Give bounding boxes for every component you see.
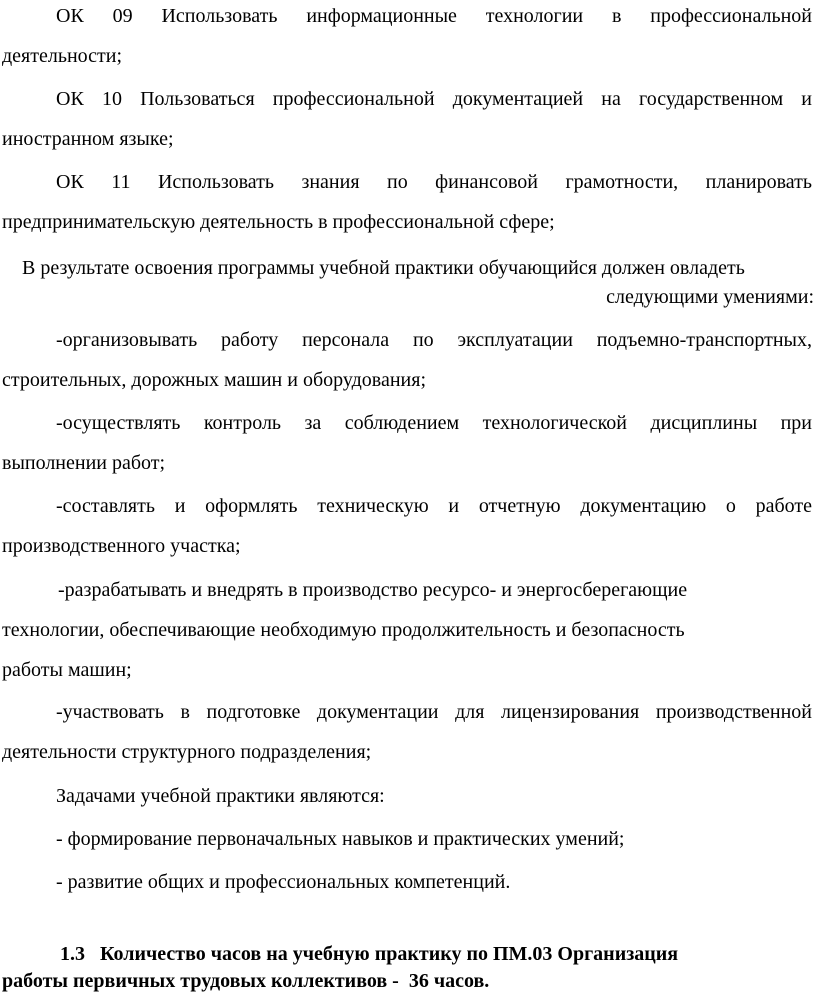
ok10-line-2: иностранном языке; [2,128,174,150]
skill-4-line-2: технологии, обеспечивающие необходимую продолжительность и безопасность [2,619,685,641]
task-1: - формирование первоначальных навыков и практических умений; [56,828,625,850]
skill-2-line-2: выполнении работ; [2,452,166,474]
result-line-1: В результате освоения программы учебной практики обучающийся должен овладеть [22,257,745,279]
skill-3-line-2: производственного участка; [2,535,241,557]
result-line-2: следующими умениями: [606,286,814,308]
ok09-line-1: ОК 09 Использовать информационные технологии в профессиональной [56,5,812,27]
skill-3-line-1: -составлять и оформлять техническую и отчетную документацию о работе [56,495,812,517]
skill-4-line-1: -разрабатывать и внедрять в производство ресурсо- и энергосберегающие [58,579,688,601]
tasks-heading: Задачами учебной практики являются: [56,785,385,807]
section-heading-line-2: работы первичных трудовых коллективов - 36 часов. [2,970,490,992]
ok09-line-2: деятельности; [2,45,123,67]
skill-2-line-1: -осуществлять контроль за соблюдением технологической дисциплины при [56,412,812,434]
skill-4-line-3: работы машин; [2,659,132,681]
section-heading-line-1: 1.3 Количество часов на учебную практику по ПМ.03 Организация [60,943,679,965]
ok10-line-1: ОК 10 Пользоваться профессиональной документацией на государственном и [56,88,812,110]
skill-1-line-2: строительных, дорожных машин и оборудования; [2,369,427,391]
skill-1-line-1: -организовывать работу персонала по эксплуатации подъемно-транспортных, [56,329,812,351]
ok11-line-1: ОК 11 Использовать знания по финансовой грамотности, планировать [56,171,812,193]
ok11-line-2: предпринимательскую деятельность в профессиональной сфере; [2,211,555,233]
skill-5-line-2: деятельности структурного подразделения; [2,741,372,763]
skill-5-line-1: -участвовать в подготовке документации для лицензирования производственной [56,701,812,723]
task-2: - развитие общих и профессиональных компетенций. [56,871,511,893]
